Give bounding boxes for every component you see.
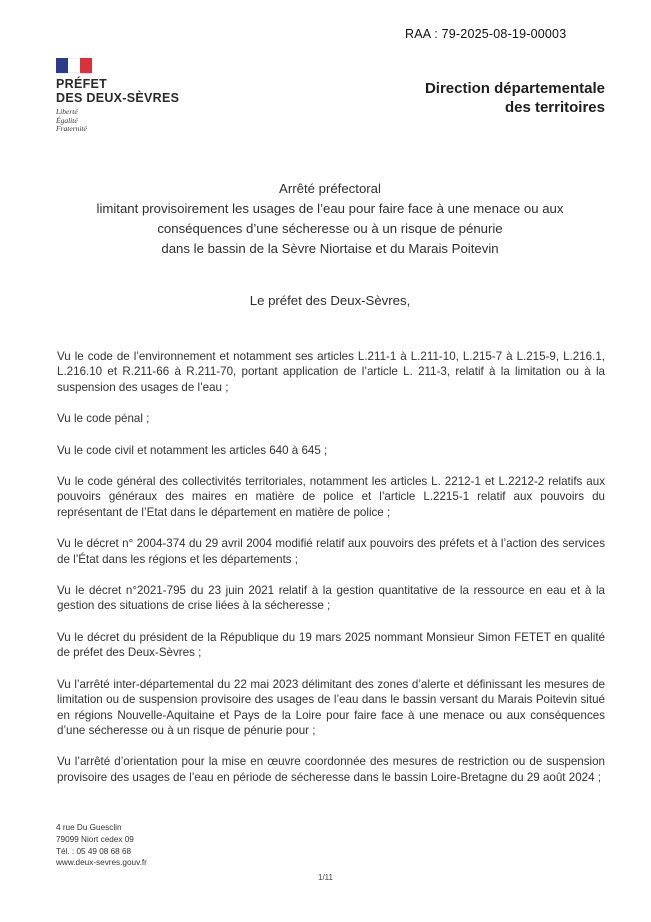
issuing-direction bbox=[425, 79, 605, 117]
address-street: 4 rue Du Guesclin bbox=[56, 823, 122, 832]
decree-title bbox=[40, 179, 620, 259]
title-line-4: dans le bassin de la Sèvre Niortaise et du Marais Poitevin bbox=[161, 241, 499, 256]
visa-item: Vu le code pénal ; bbox=[57, 412, 150, 426]
prefet-statement: Le préfet des Deux-Sèvres, bbox=[249, 293, 411, 308]
visa-item: Vu le code civil et notamment les articles 640 à 645 ; bbox=[57, 443, 328, 457]
motto-egalite: Égalité bbox=[56, 115, 78, 125]
visa-item: Vu le code de l’environnement et notamment ses articles L.211-1 à L.211-10, L.215-7 à L.215-9, L.216.1, L.216.10 et R.211-66 à R.211-70, portant application de l’article L. 211-3, relatif à la limitation ou à la suspension des usages de l’eau ; bbox=[57, 350, 605, 394]
visa-item: Vu le décret du président de la République du 19 mars 2025 nommant Monsieur Simon FETET en qualité de préfet des Deux-Sèvres ; bbox=[57, 630, 605, 660]
title-line-3: conséquences d’une sécheresse ou à un risque de pénurie bbox=[157, 221, 503, 236]
title-line-2: limitant provisoirement les usages de l’eau pour faire face à une menace ou aux bbox=[96, 201, 564, 216]
direction-line-2: des territoires bbox=[504, 99, 605, 116]
prefet-logo bbox=[56, 58, 179, 134]
visa-item: Vu le code général des collectivités territoriales, notamment les articles L. 2212-1 et L.2212-2 relatifs aux pouvoirs généraux des maires en matière de police et l’article L.2215-1 relatif aux pouvoirs du représentant de l’Etat dans le département en matière de police ; bbox=[57, 475, 605, 519]
motto-liberte: Liberté bbox=[56, 107, 78, 116]
address-website: www.deux-sevres.gouv.fr bbox=[56, 858, 147, 868]
visa-list bbox=[57, 349, 605, 801]
logo-prefet-text: PRÉFET bbox=[56, 77, 108, 91]
address-city: 79099 Niort cedex 09 bbox=[56, 834, 134, 844]
page-number: 1/11 bbox=[318, 873, 333, 882]
title-line-1: Arrêté préfectoral bbox=[279, 181, 381, 196]
visa-item: Vu l’arrêté inter-départemental du 22 mai 2023 délimitant des zones d’alerte et définissant les mesures de limitation ou de suspension provisoire des usages de l’eau dans le bassin versant du Marais Poitevin situé en régions Nouvelle-Aquitaine et Pays de la Loire pour faire face à une menace ou aux conséquences d’une sécheresse ou à un risque de pénurie pour ; bbox=[57, 677, 605, 737]
republic-motto bbox=[56, 108, 179, 134]
visa-item: Vu le décret n°2021-795 du 23 juin 2021 relatif à la gestion quantitative de la ressource en eau et à la gestion des situations de crise liées à la sécheresse ; bbox=[57, 584, 605, 613]
logo-department-text: DES DEUX-SÈVRES bbox=[56, 91, 180, 105]
raa-reference: RAA : 79-2025-08-19-00003 bbox=[405, 27, 567, 41]
visa-item: Vu le décret n° 2004-374 du 29 avril 2004 modifié relatif aux pouvoirs des préfets et à l’action des services de l’État dans les régions et les départements ; bbox=[57, 537, 605, 566]
direction-line-1: Direction départementale bbox=[424, 80, 605, 97]
address-phone: Tél. : 05 49 08 68 68 bbox=[56, 846, 132, 856]
footer-address bbox=[56, 822, 147, 869]
french-flag-icon bbox=[56, 58, 92, 73]
visa-item: Vu l’arrêté d’orientation pour la mise en œuvre coordonnée des mesures de restriction ou de suspension provisoire des usages de l’eau en période de sécheresse dans le bassin Loire-Bretagne du 29 août 2024 ; bbox=[57, 755, 605, 784]
motto-fraternite: Fraternité bbox=[56, 124, 87, 133]
